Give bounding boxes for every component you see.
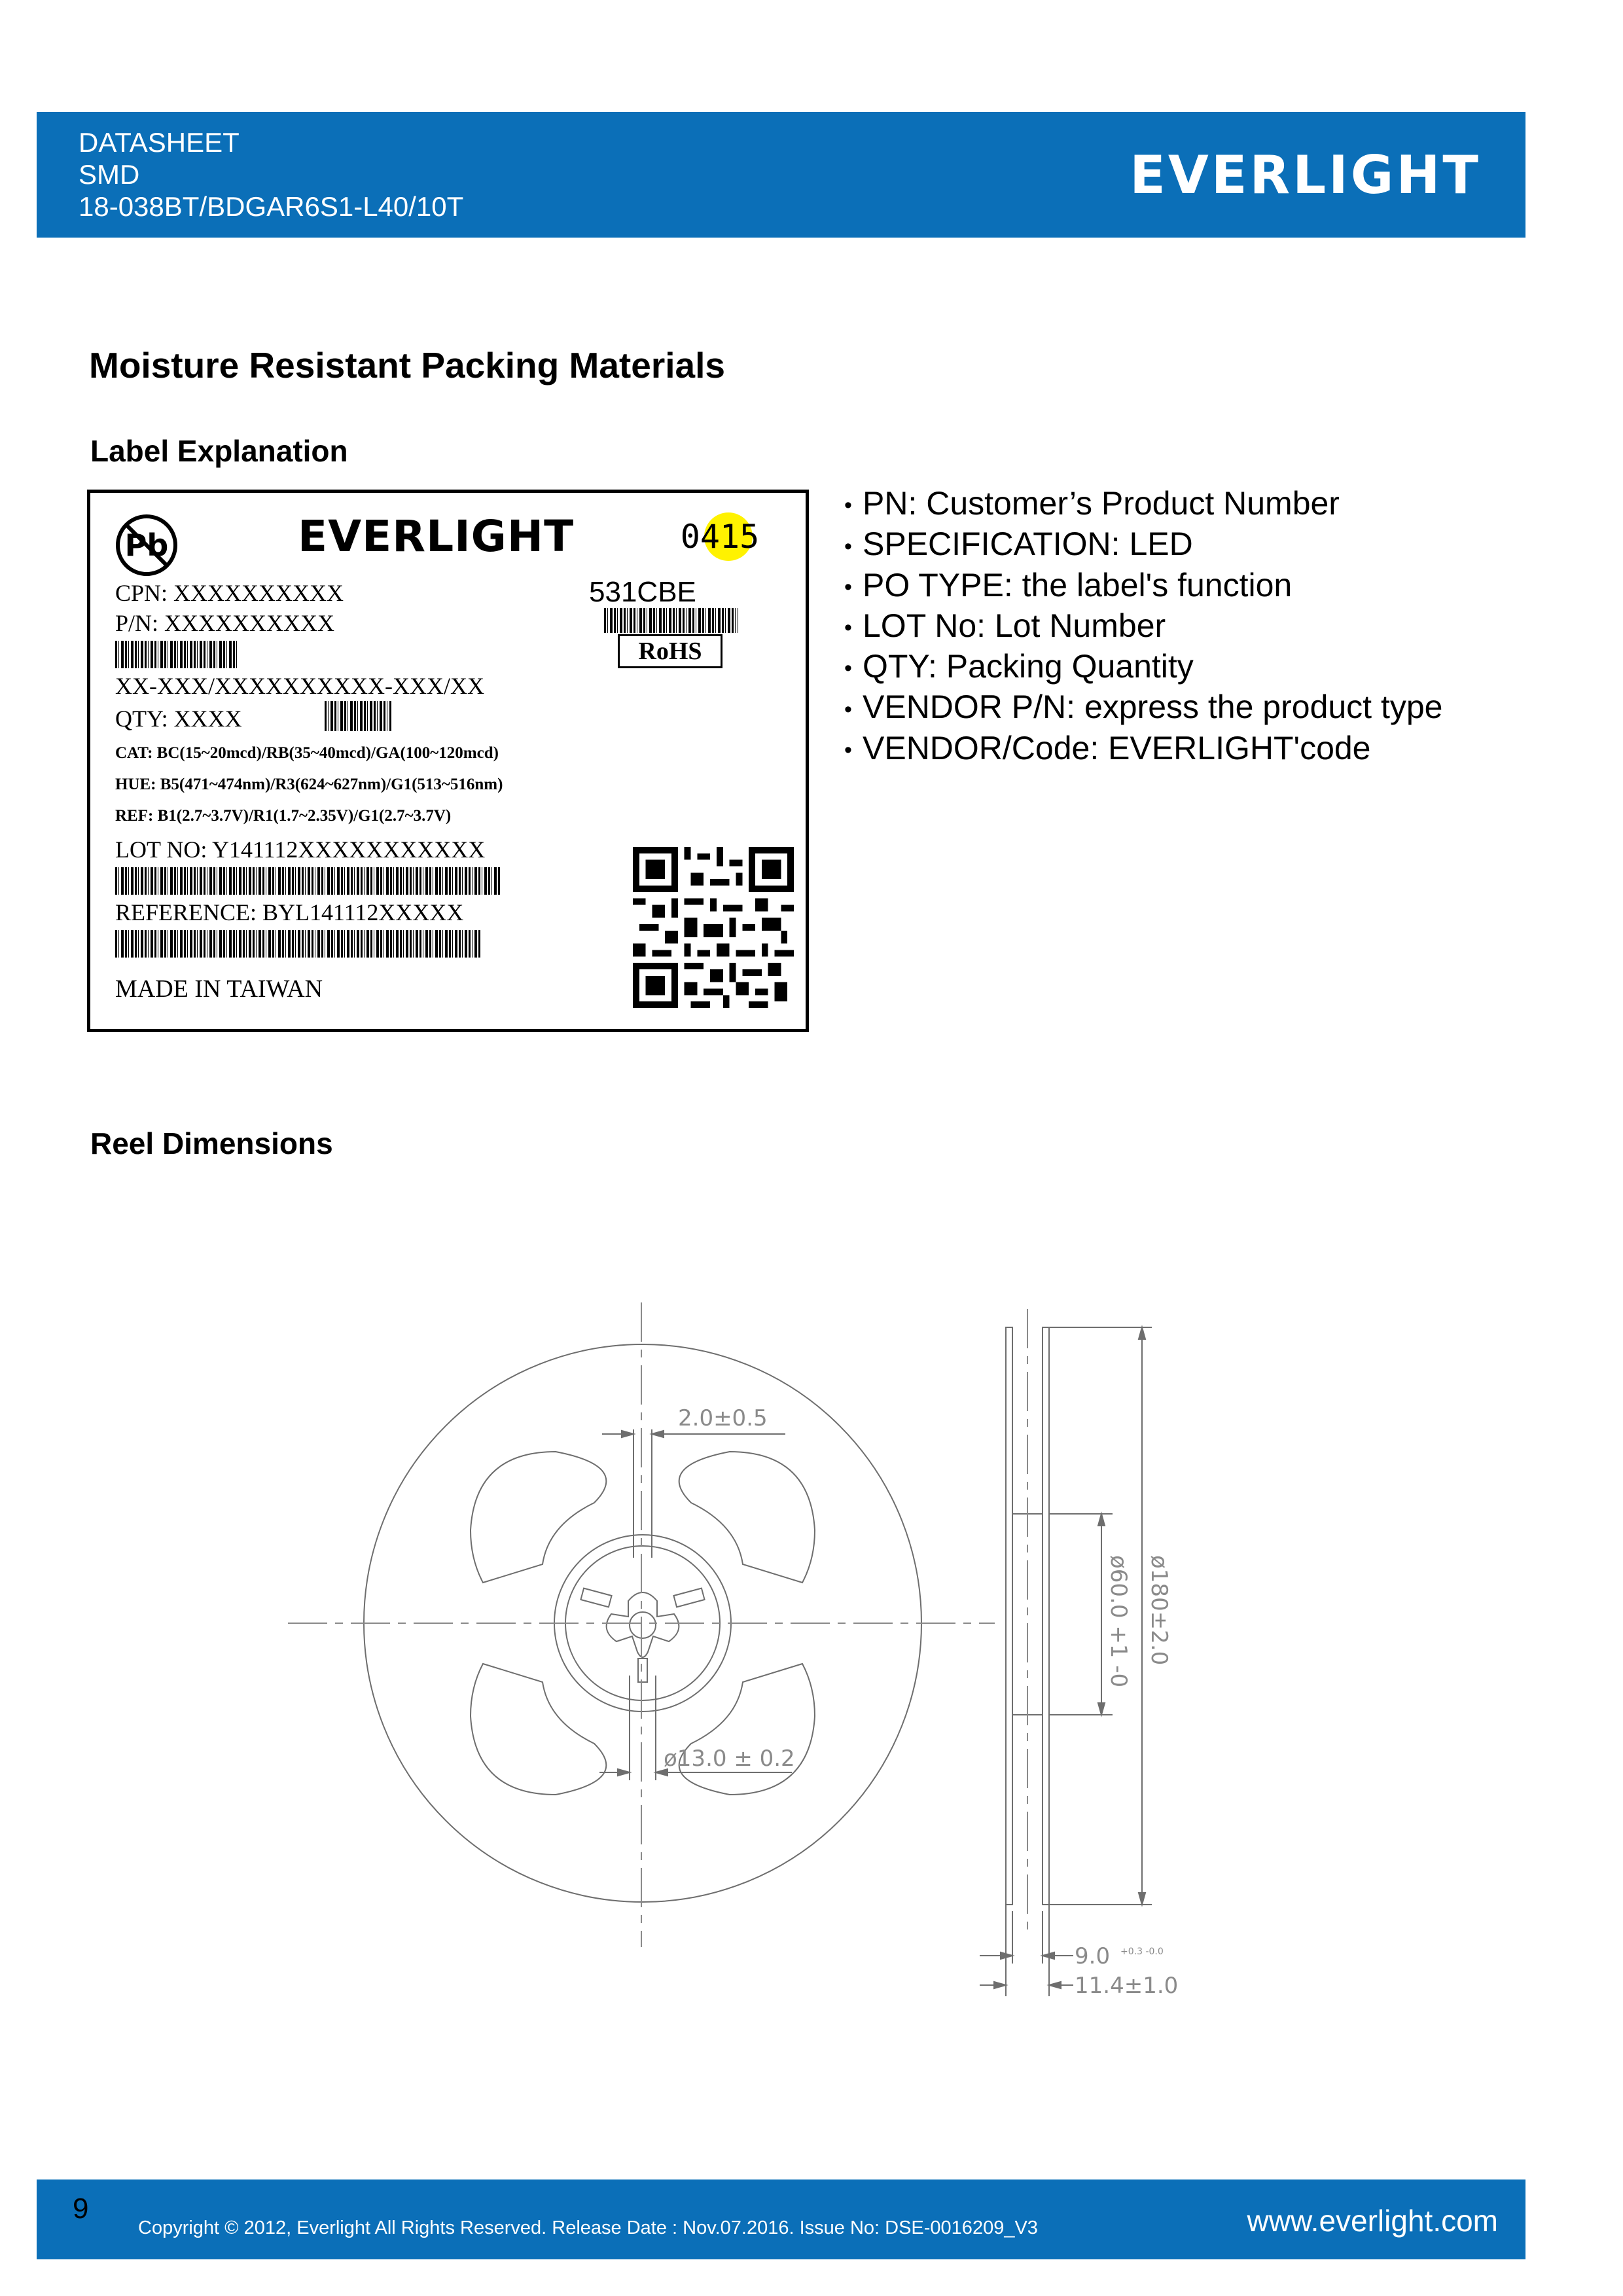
dim-outer-width: 11.4±1.0 [1075, 1973, 1179, 1999]
bullet-icon: • [844, 533, 852, 559]
bullet-icon: • [844, 696, 852, 722]
bullet-icon: • [844, 574, 852, 600]
label-qty: QTY: XXXX [115, 706, 242, 732]
label-ref: REF: B1(2.7~3.7V)/R1(1.7~2.35V)/G1(2.7~3.7V) [115, 807, 452, 825]
label-specification: 531CBE [589, 576, 696, 608]
reel-hub-circle [554, 1535, 731, 1712]
label-cat: CAT: BC(15~20mcd)/RB(35~40mcd)/GA(100~120mcd) [115, 744, 499, 762]
label-lot: LOT NO: Y141112XXXXXXXXXXX [115, 836, 486, 863]
reel-hub-slot-right [673, 1588, 704, 1607]
list-item-text: PN: Customer’s Product Number [863, 485, 1340, 522]
rohs-badge: RoHS [618, 634, 722, 668]
label-cpn: CPN: XXXXXXXXXX [115, 580, 344, 606]
footer-website-link[interactable]: www.everlight.com [1247, 2204, 1498, 2238]
header-line-part-number: 18-038BT/BDGAR6S1-L40/10T [79, 191, 464, 222]
reel-hub-key [607, 1592, 679, 1657]
list-item-text: LOT No: Lot Number [863, 607, 1166, 644]
reel-center-hole [630, 1612, 656, 1638]
pb-text: Pb [124, 528, 169, 563]
reel-hub-slot-bottom [638, 1659, 647, 1682]
date-code-text: 0415 [680, 518, 760, 556]
label-reference: REFERENCE: BYL141112XXXXX [115, 899, 464, 925]
list-item-text: QTY: Packing Quantity [863, 648, 1194, 685]
page-title: Moisture Resistant Packing Materials [89, 345, 725, 386]
page-number: 9 [73, 2193, 89, 2225]
header-line-smd: SMD [79, 159, 140, 190]
label-made-in: MADE IN TAIWAN [115, 975, 323, 1003]
reel-window-bottom-left [471, 1664, 606, 1795]
dim-inner-width-tolerance: +0.3 -0.0 [1120, 1946, 1164, 1957]
everlight-logo: EVERLIGHT [1130, 145, 1481, 206]
label-everlight-logo: EVERLIGHT [298, 511, 575, 562]
bullet-icon: • [844, 493, 852, 518]
date-code [671, 512, 768, 561]
footer-bar [37, 2179, 1525, 2259]
dim-hub-hole: ø13.0 ± 0.2 [664, 1746, 795, 1772]
label-hue: HUE: B5(471~474nm)/R3(624~627nm)/G1(513~516nm) [115, 776, 503, 793]
footer-copyright: Copyright © 2012, Everlight All Rights Reserved. Release Date : Nov.07.2016. Issue No: DSE-0016209_V3 [138, 2217, 1038, 2238]
reel-flange-left [1006, 1327, 1012, 1905]
list-item-text: VENDOR/Code: EVERLIGHT'code [863, 729, 1371, 766]
label-po-type: XX-XXX/XXXXXXXXXX-XXX/XX [115, 673, 484, 699]
reel-dimensions-heading: Reel Dimensions [90, 1126, 333, 1160]
dim-slot-width: 2.0±0.5 [678, 1405, 768, 1431]
label-pn: P/N: XXXXXXXXXX [115, 610, 335, 636]
dim-inner-width: 9.0 [1075, 1943, 1111, 1969]
list-item-text: SPECIFICATION: LED [863, 526, 1193, 563]
reel-window-bottom-right [679, 1664, 815, 1795]
bullet-icon: • [844, 656, 852, 681]
bullet-icon: • [844, 738, 852, 763]
label-explanation-heading: Label Explanation [90, 434, 348, 468]
dim-hub-diameter: ø60.0 +1 -0 [1105, 1555, 1132, 1688]
list-item-text: PO TYPE: the label's function [863, 566, 1293, 603]
reel-flange-right [1043, 1327, 1049, 1905]
bullet-icon: • [844, 615, 852, 641]
reel-hub-slot-left [580, 1588, 611, 1607]
header-line-datasheet: DATASHEET [79, 127, 240, 158]
reel-window-top-right [679, 1452, 815, 1583]
reel-window-top-left [471, 1452, 606, 1583]
dim-reel-diameter: ø180±2.0 [1146, 1555, 1172, 1666]
list-item-text: VENDOR P/N: express the product type [863, 689, 1443, 726]
